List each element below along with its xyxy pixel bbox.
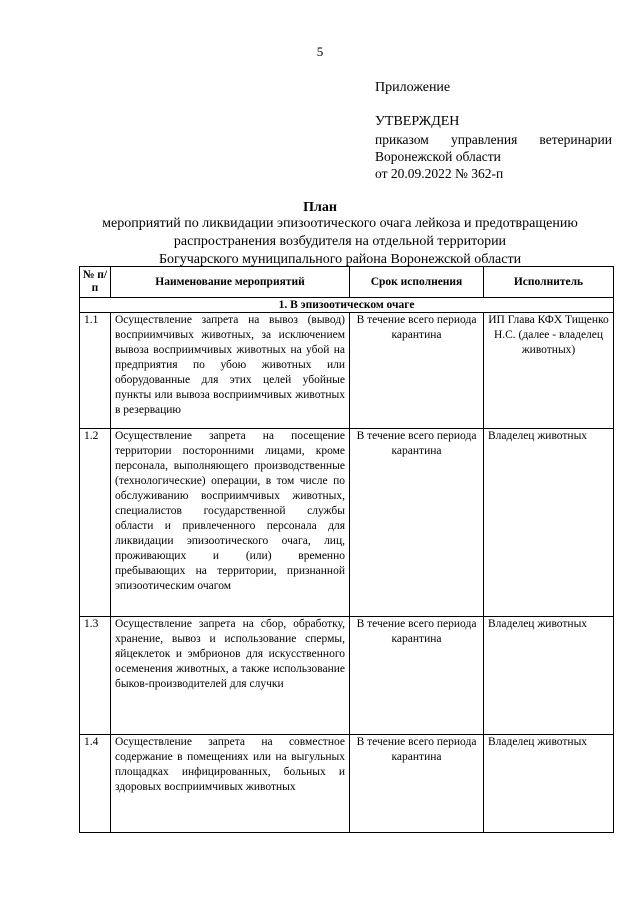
subtitle-line: мероприятий по ликвидации эпизоотического очага лейкоза и предотвращению bbox=[102, 216, 578, 231]
row-num: 1.1 bbox=[80, 313, 111, 429]
subtitle-line: Богучарского муниципального района Воронежской области bbox=[158, 252, 522, 267]
table-header-row bbox=[80, 267, 614, 298]
plan-table bbox=[79, 266, 614, 833]
row-term: В течение всего периода карантина bbox=[350, 313, 484, 429]
appendix-label: Приложение bbox=[375, 80, 451, 95]
header-term: Срок исполнения bbox=[350, 267, 484, 298]
approved-label: УТВЕРЖДЕН bbox=[375, 114, 460, 129]
order-line: от 20.09.2022 № 362-п bbox=[375, 166, 504, 181]
row-num: 1.3 bbox=[80, 617, 111, 735]
row-num: 1.2 bbox=[80, 429, 111, 617]
row-executor: Владелец животных bbox=[484, 735, 614, 833]
page-number: 5 bbox=[316, 44, 324, 59]
row-term: В течение всего периода карантина bbox=[350, 735, 484, 833]
section-row bbox=[80, 298, 614, 313]
row-term: В течение всего периода карантина bbox=[350, 617, 484, 735]
row-num: 1.4 bbox=[80, 735, 111, 833]
order-reference bbox=[375, 131, 612, 182]
row-executor: Владелец животных bbox=[484, 617, 614, 735]
row-name: Осуществление запрета на сбор, обработку, хранение, вывоз и использование спермы, яйцеклеток и эмбрионов для искусственного осеменения животных, а также использование быков-производителей для случки bbox=[111, 617, 350, 735]
row-executor: Владелец животных bbox=[484, 429, 614, 617]
subtitle-line: распространения возбудителя на отдельной территории bbox=[173, 234, 507, 249]
table-row bbox=[80, 313, 614, 429]
row-name: Осуществление запрета на вывоз (вывод) восприимчивых животных, за исключением вывоза восприимчивых животных на убой на предприятия по убою животных или оборудованные для этих целей убойные пункты или вывоза восприимчивых животных в резервацию bbox=[111, 313, 350, 429]
row-name: Осуществление запрета на совместное содержание в помещениях или на выгульных площадках инфицированных, больных и здоровых восприимчивых животных bbox=[111, 735, 350, 833]
order-line: Воронежской области bbox=[375, 149, 501, 164]
row-name: Осуществление запрета на посещение территории посторонними лицами, кроме персонала, выполняющего производственные (технологические) операции, в том числе по обслуживанию восприимчивых животных, специалистов государственной службы области и привлеченного персонала для ликвидации эпизоотического очага, лиц, проживающих и (или) временно пребывающих на территории, признанной эпизоотическим очагом bbox=[111, 429, 350, 617]
header-name: Наименование мероприятий bbox=[111, 267, 350, 298]
row-term: В течение всего периода карантина bbox=[350, 429, 484, 617]
plan-subtitle bbox=[70, 215, 610, 269]
plan-title: План bbox=[303, 200, 337, 215]
header-num: № п/п bbox=[80, 267, 111, 298]
table-row bbox=[80, 735, 614, 833]
table-row bbox=[80, 617, 614, 735]
header-executor: Исполнитель bbox=[484, 267, 614, 298]
section-title: 1. В эпизоотическом очаге bbox=[80, 298, 614, 313]
table-row bbox=[80, 429, 614, 617]
row-executor: ИП Глава КФХ Тищенко Н.С. (далее - владелец животных) bbox=[484, 313, 614, 429]
order-line: приказом управления ветеринарии bbox=[375, 132, 612, 147]
